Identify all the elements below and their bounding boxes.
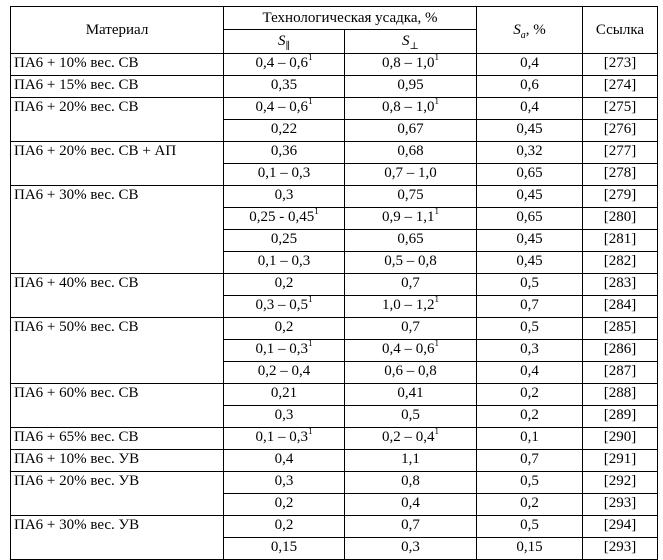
table-row [11, 54, 658, 76]
sa-cell-value: 0,45 [516, 187, 543, 203]
s-perpendicular-cell-value: 0,8 – 1,0 [382, 55, 435, 71]
s-parallel-cell-value: 0,3 [274, 407, 294, 423]
s-parallel-cell [224, 384, 345, 406]
sa-cell-value: 0,6 [520, 77, 539, 93]
s-parallel-cell [224, 340, 345, 362]
sa-cell [477, 450, 583, 472]
material-cell: ПА6 + 60% вес. СВ [11, 384, 224, 428]
s-parallel-cell [224, 76, 345, 98]
s-parallel-cell-value: 0,35 [270, 77, 298, 93]
s-perpendicular-cell [345, 120, 477, 142]
s-perpendicular-cell [345, 318, 477, 340]
reference-cell-value: [282] [603, 253, 637, 269]
s-parallel-cell-value: 0,1 – 0,3 [257, 165, 311, 181]
s-perpendicular-cell-value: 0,65 [397, 231, 424, 247]
sa-cell-value: 0,4 [520, 99, 539, 115]
s-parallel-cell-value: 0,1 – 0,3 [257, 253, 311, 269]
sa-cell [477, 54, 583, 76]
footnote-marker: 1 [434, 97, 439, 106]
s-parallel-cell [224, 98, 345, 120]
s-perpendicular-cell [345, 538, 477, 560]
s-parallel-cell [224, 296, 345, 318]
s-perpendicular-cell-value: 0,7 – 1,0 [384, 165, 437, 181]
reference-cell [583, 516, 658, 538]
s-perpendicular-cell-value: 0,2 – 0,4 [382, 429, 435, 445]
header-shrinkage: Технологическая усадка, % [224, 7, 477, 30]
s-perpendicular-cell [345, 186, 477, 208]
header-sa [477, 7, 583, 54]
reference-cell [583, 340, 658, 362]
table-row [11, 76, 658, 98]
sa-cell-value: 0,4 [520, 55, 539, 71]
s-perpendicular-cell-value: 0,7 [401, 275, 420, 291]
header-s-perpendicular-symbol: S [402, 33, 410, 49]
sa-cell-value: 0,65 [516, 209, 543, 225]
material-cell: ПА6 + 40% вес. СВ [11, 274, 224, 318]
s-parallel-cell [224, 516, 345, 538]
reference-cell-value: [291] [603, 451, 637, 467]
material-cell: ПА6 + 65% вес. СВ [11, 428, 224, 450]
reference-cell [583, 54, 658, 76]
reference-cell-value: [279] [603, 187, 637, 203]
reference-cell-value: [274] [603, 77, 637, 93]
s-parallel-cell-value: 0,2 [274, 275, 294, 291]
s-parallel-cell-value: 0,15 [270, 539, 298, 555]
s-perpendicular-cell [345, 362, 477, 384]
sa-cell [477, 362, 583, 384]
sa-cell-value: 0,2 [520, 495, 539, 511]
s-parallel-cell-value: 0,2 – 0,4 [257, 363, 311, 379]
s-parallel-cell [224, 362, 345, 384]
s-perpendicular-cell [345, 208, 477, 230]
s-parallel-cell-value: 0,25 - 0,45 [249, 209, 315, 225]
s-perpendicular-cell [345, 54, 477, 76]
s-parallel-cell [224, 186, 345, 208]
sa-cell-value: 0,45 [516, 253, 543, 269]
s-parallel-cell [224, 318, 345, 340]
s-perpendicular-cell-value: 0,41 [397, 385, 424, 401]
s-parallel-cell-value: 0,1 – 0,3 [255, 429, 308, 445]
sa-cell-value: 0,2 [520, 407, 539, 423]
table-row [11, 428, 658, 450]
footnote-marker: 1 [434, 427, 439, 436]
reference-cell [583, 296, 658, 318]
s-perpendicular-cell [345, 406, 477, 428]
reference-cell [583, 230, 658, 252]
reference-cell [583, 274, 658, 296]
s-parallel-cell [224, 428, 345, 450]
s-perpendicular-cell [345, 76, 477, 98]
reference-cell-value: [278] [603, 165, 637, 181]
reference-cell [583, 362, 658, 384]
material-cell: ПА6 + 10% вес. УВ [11, 450, 224, 472]
sa-cell [477, 274, 583, 296]
sa-cell-value: 0,45 [516, 121, 543, 137]
reference-cell [583, 98, 658, 120]
reference-cell-value: [294] [603, 517, 637, 533]
reference-cell-value: [276] [603, 121, 637, 137]
s-perpendicular-cell [345, 98, 477, 120]
reference-cell-value: [286] [603, 341, 637, 357]
s-perpendicular-cell-value: 0,75 [397, 187, 424, 203]
table-row [11, 142, 658, 164]
sa-cell [477, 516, 583, 538]
sa-cell [477, 296, 583, 318]
reference-cell [583, 538, 658, 560]
reference-cell [583, 120, 658, 142]
header-s-perpendicular [345, 30, 477, 54]
s-parallel-cell-value: 0,2 [274, 319, 294, 335]
reference-cell [583, 142, 658, 164]
footnote-marker: 1 [308, 427, 313, 436]
reference-cell [583, 406, 658, 428]
s-parallel-cell-value: 0,3 [274, 187, 294, 203]
s-perpendicular-cell-value: 1,0 – 1,2 [382, 297, 435, 313]
material-cell: ПА6 + 50% вес. СВ [11, 318, 224, 384]
reference-cell-value: [293] [603, 495, 637, 511]
reference-cell-value: [290] [603, 429, 637, 445]
s-perpendicular-cell [345, 340, 477, 362]
sa-cell-value: 0,45 [516, 231, 543, 247]
sa-cell [477, 76, 583, 98]
s-perpendicular-cell [345, 516, 477, 538]
material-cell: ПА6 + 30% вес. УВ [11, 516, 224, 560]
s-parallel-cell-value: 0,2 [274, 517, 294, 533]
material-cell: ПА6 + 20% вес. УВ [11, 472, 224, 516]
sa-cell-value: 0,3 [520, 341, 539, 357]
sa-cell [477, 538, 583, 560]
s-perpendicular-cell-value: 1,1 [401, 451, 420, 467]
reference-cell [583, 164, 658, 186]
reference-cell-value: [283] [603, 275, 637, 291]
s-parallel-cell [224, 252, 345, 274]
s-perpendicular-cell-value: 0,8 – 1,0 [382, 99, 435, 115]
s-perpendicular-cell-value: 0,5 – 0,8 [384, 253, 437, 269]
s-parallel-cell-value: 0,4 – 0,6 [255, 99, 308, 115]
s-perpendicular-cell [345, 384, 477, 406]
reference-cell-value: [281] [603, 231, 637, 247]
s-parallel-cell-value: 0,1 – 0,3 [255, 341, 308, 357]
table-body [11, 54, 658, 560]
footnote-marker: 1 [308, 339, 313, 348]
shrinkage-table [10, 6, 658, 560]
s-parallel-cell [224, 450, 345, 472]
material-cell: ПА6 + 15% вес. СВ [11, 76, 224, 98]
s-perpendicular-cell-value: 0,8 [401, 473, 420, 489]
s-parallel-cell-value: 0,3 [274, 473, 294, 489]
table-row [11, 384, 658, 406]
header-s-parallel-symbol: S [277, 33, 286, 49]
reference-cell-value: [293] [603, 539, 637, 555]
reference-cell [583, 208, 658, 230]
sa-cell-value: 0,32 [516, 143, 543, 159]
s-perpendicular-cell [345, 494, 477, 516]
reference-cell [583, 186, 658, 208]
s-parallel-cell-value: 0,2 [274, 495, 294, 511]
sa-cell-value: 0,5 [520, 517, 539, 533]
footnote-marker: 1 [314, 207, 319, 216]
s-parallel-cell [224, 164, 345, 186]
s-parallel-cell [224, 120, 345, 142]
sa-cell-value: 0,7 [520, 451, 539, 467]
reference-cell [583, 384, 658, 406]
header-s-parallel-subscript: ∥ [285, 41, 291, 52]
sa-cell [477, 164, 583, 186]
reference-cell [583, 494, 658, 516]
table-header [11, 7, 658, 54]
header-sa-subscript: a [520, 29, 526, 41]
s-parallel-cell [224, 274, 345, 296]
s-perpendicular-cell [345, 230, 477, 252]
reference-cell-value: [292] [603, 473, 637, 489]
reference-cell [583, 472, 658, 494]
sa-cell-value: 0,65 [516, 165, 543, 181]
header-s-parallel [224, 30, 345, 54]
s-parallel-cell [224, 208, 345, 230]
s-perpendicular-cell-value: 0,5 [401, 407, 420, 423]
table-row [11, 472, 658, 494]
reference-cell-value: [280] [603, 209, 637, 225]
header-sa-symbol: S [513, 21, 521, 38]
s-perpendicular-cell-value: 0,9 – 1,1 [382, 209, 435, 225]
footnote-marker: 1 [308, 295, 313, 304]
reference-cell-value: [275] [603, 99, 637, 115]
sa-cell-value: 0,1 [520, 429, 539, 445]
header-sa-unit: , % [525, 21, 546, 38]
s-perpendicular-cell-value: 0,3 [401, 539, 420, 555]
sa-cell-value: 0,7 [520, 297, 539, 313]
reference-cell [583, 252, 658, 274]
s-parallel-cell [224, 494, 345, 516]
sa-cell [477, 494, 583, 516]
table-row [11, 318, 658, 340]
sa-cell-value: 0,15 [516, 539, 543, 555]
s-perpendicular-cell [345, 142, 477, 164]
sa-cell [477, 142, 583, 164]
s-parallel-cell-value: 0,4 – 0,6 [255, 55, 308, 71]
sa-cell [477, 472, 583, 494]
s-parallel-cell-value: 0,22 [270, 121, 298, 137]
s-parallel-cell [224, 230, 345, 252]
reference-cell [583, 76, 658, 98]
s-perpendicular-cell-value: 0,95 [397, 77, 424, 93]
s-perpendicular-cell-value: 0,7 [401, 319, 420, 335]
s-parallel-cell [224, 538, 345, 560]
reference-cell-value: [288] [603, 385, 637, 401]
footnote-marker: 1 [434, 207, 439, 216]
reference-cell-value: [287] [603, 363, 637, 379]
s-perpendicular-cell-value: 0,68 [397, 143, 424, 159]
sa-cell-value: 0,5 [520, 319, 539, 335]
s-perpendicular-cell-value: 0,4 [401, 495, 420, 511]
material-cell: ПА6 + 10% вес. СВ [11, 54, 224, 76]
s-parallel-cell-value: 0,25 [270, 231, 298, 247]
table-row [11, 450, 658, 472]
s-perpendicular-cell [345, 296, 477, 318]
sa-cell [477, 406, 583, 428]
s-parallel-cell-value: 0,36 [270, 143, 298, 159]
table-row [11, 98, 658, 120]
sa-cell [477, 318, 583, 340]
s-perpendicular-cell-value: 0,67 [397, 121, 424, 137]
s-parallel-cell [224, 472, 345, 494]
reference-cell [583, 450, 658, 472]
reference-cell-value: [277] [603, 143, 637, 159]
sa-cell [477, 230, 583, 252]
footnote-marker: 1 [308, 97, 313, 106]
s-perpendicular-cell-value: 0,4 – 0,6 [382, 341, 435, 357]
sa-cell [477, 252, 583, 274]
sa-cell [477, 98, 583, 120]
footnote-marker: 1 [434, 53, 439, 62]
sa-cell-value: 0,5 [520, 473, 539, 489]
s-perpendicular-cell-value: 0,6 – 0,8 [384, 363, 437, 379]
sa-cell-value: 0,2 [520, 385, 539, 401]
material-cell: ПА6 + 20% вес. СВ + АП [11, 142, 224, 186]
reference-cell-value: [289] [603, 407, 637, 423]
footnote-marker: 1 [434, 339, 439, 348]
sa-cell [477, 340, 583, 362]
sa-cell [477, 208, 583, 230]
s-perpendicular-cell-value: 0,7 [401, 517, 420, 533]
reference-cell-value: [284] [603, 297, 637, 313]
header-reference: Ссылка [583, 7, 658, 54]
reference-cell-value: [273] [603, 55, 637, 71]
s-perpendicular-cell [345, 450, 477, 472]
table-row [11, 186, 658, 208]
material-cell: ПА6 + 20% вес. СВ [11, 98, 224, 142]
s-perpendicular-cell [345, 164, 477, 186]
sa-cell-value: 0,5 [520, 275, 539, 291]
sa-cell [477, 428, 583, 450]
header-s-perpendicular-subscript: ⊥ [409, 41, 419, 52]
table-row [11, 274, 658, 296]
sa-cell-value: 0,4 [520, 363, 539, 379]
table-row [11, 516, 658, 538]
sa-cell [477, 186, 583, 208]
s-perpendicular-cell [345, 472, 477, 494]
reference-cell [583, 318, 658, 340]
s-parallel-cell-value: 0,21 [270, 385, 298, 401]
reference-cell-value: [285] [603, 319, 637, 335]
reference-cell [583, 428, 658, 450]
s-parallel-cell-value: 0,3 – 0,5 [255, 297, 308, 313]
footnote-marker: 1 [434, 295, 439, 304]
s-parallel-cell [224, 406, 345, 428]
s-parallel-cell [224, 142, 345, 164]
sa-cell [477, 120, 583, 142]
s-perpendicular-cell [345, 428, 477, 450]
material-cell: ПА6 + 30% вес. СВ [11, 186, 224, 274]
sa-cell [477, 384, 583, 406]
footnote-marker: 1 [308, 53, 313, 62]
s-parallel-cell-value: 0,4 [274, 451, 294, 467]
header-material: Материал [11, 7, 224, 54]
s-parallel-cell [224, 54, 345, 76]
s-perpendicular-cell [345, 252, 477, 274]
s-perpendicular-cell [345, 274, 477, 296]
